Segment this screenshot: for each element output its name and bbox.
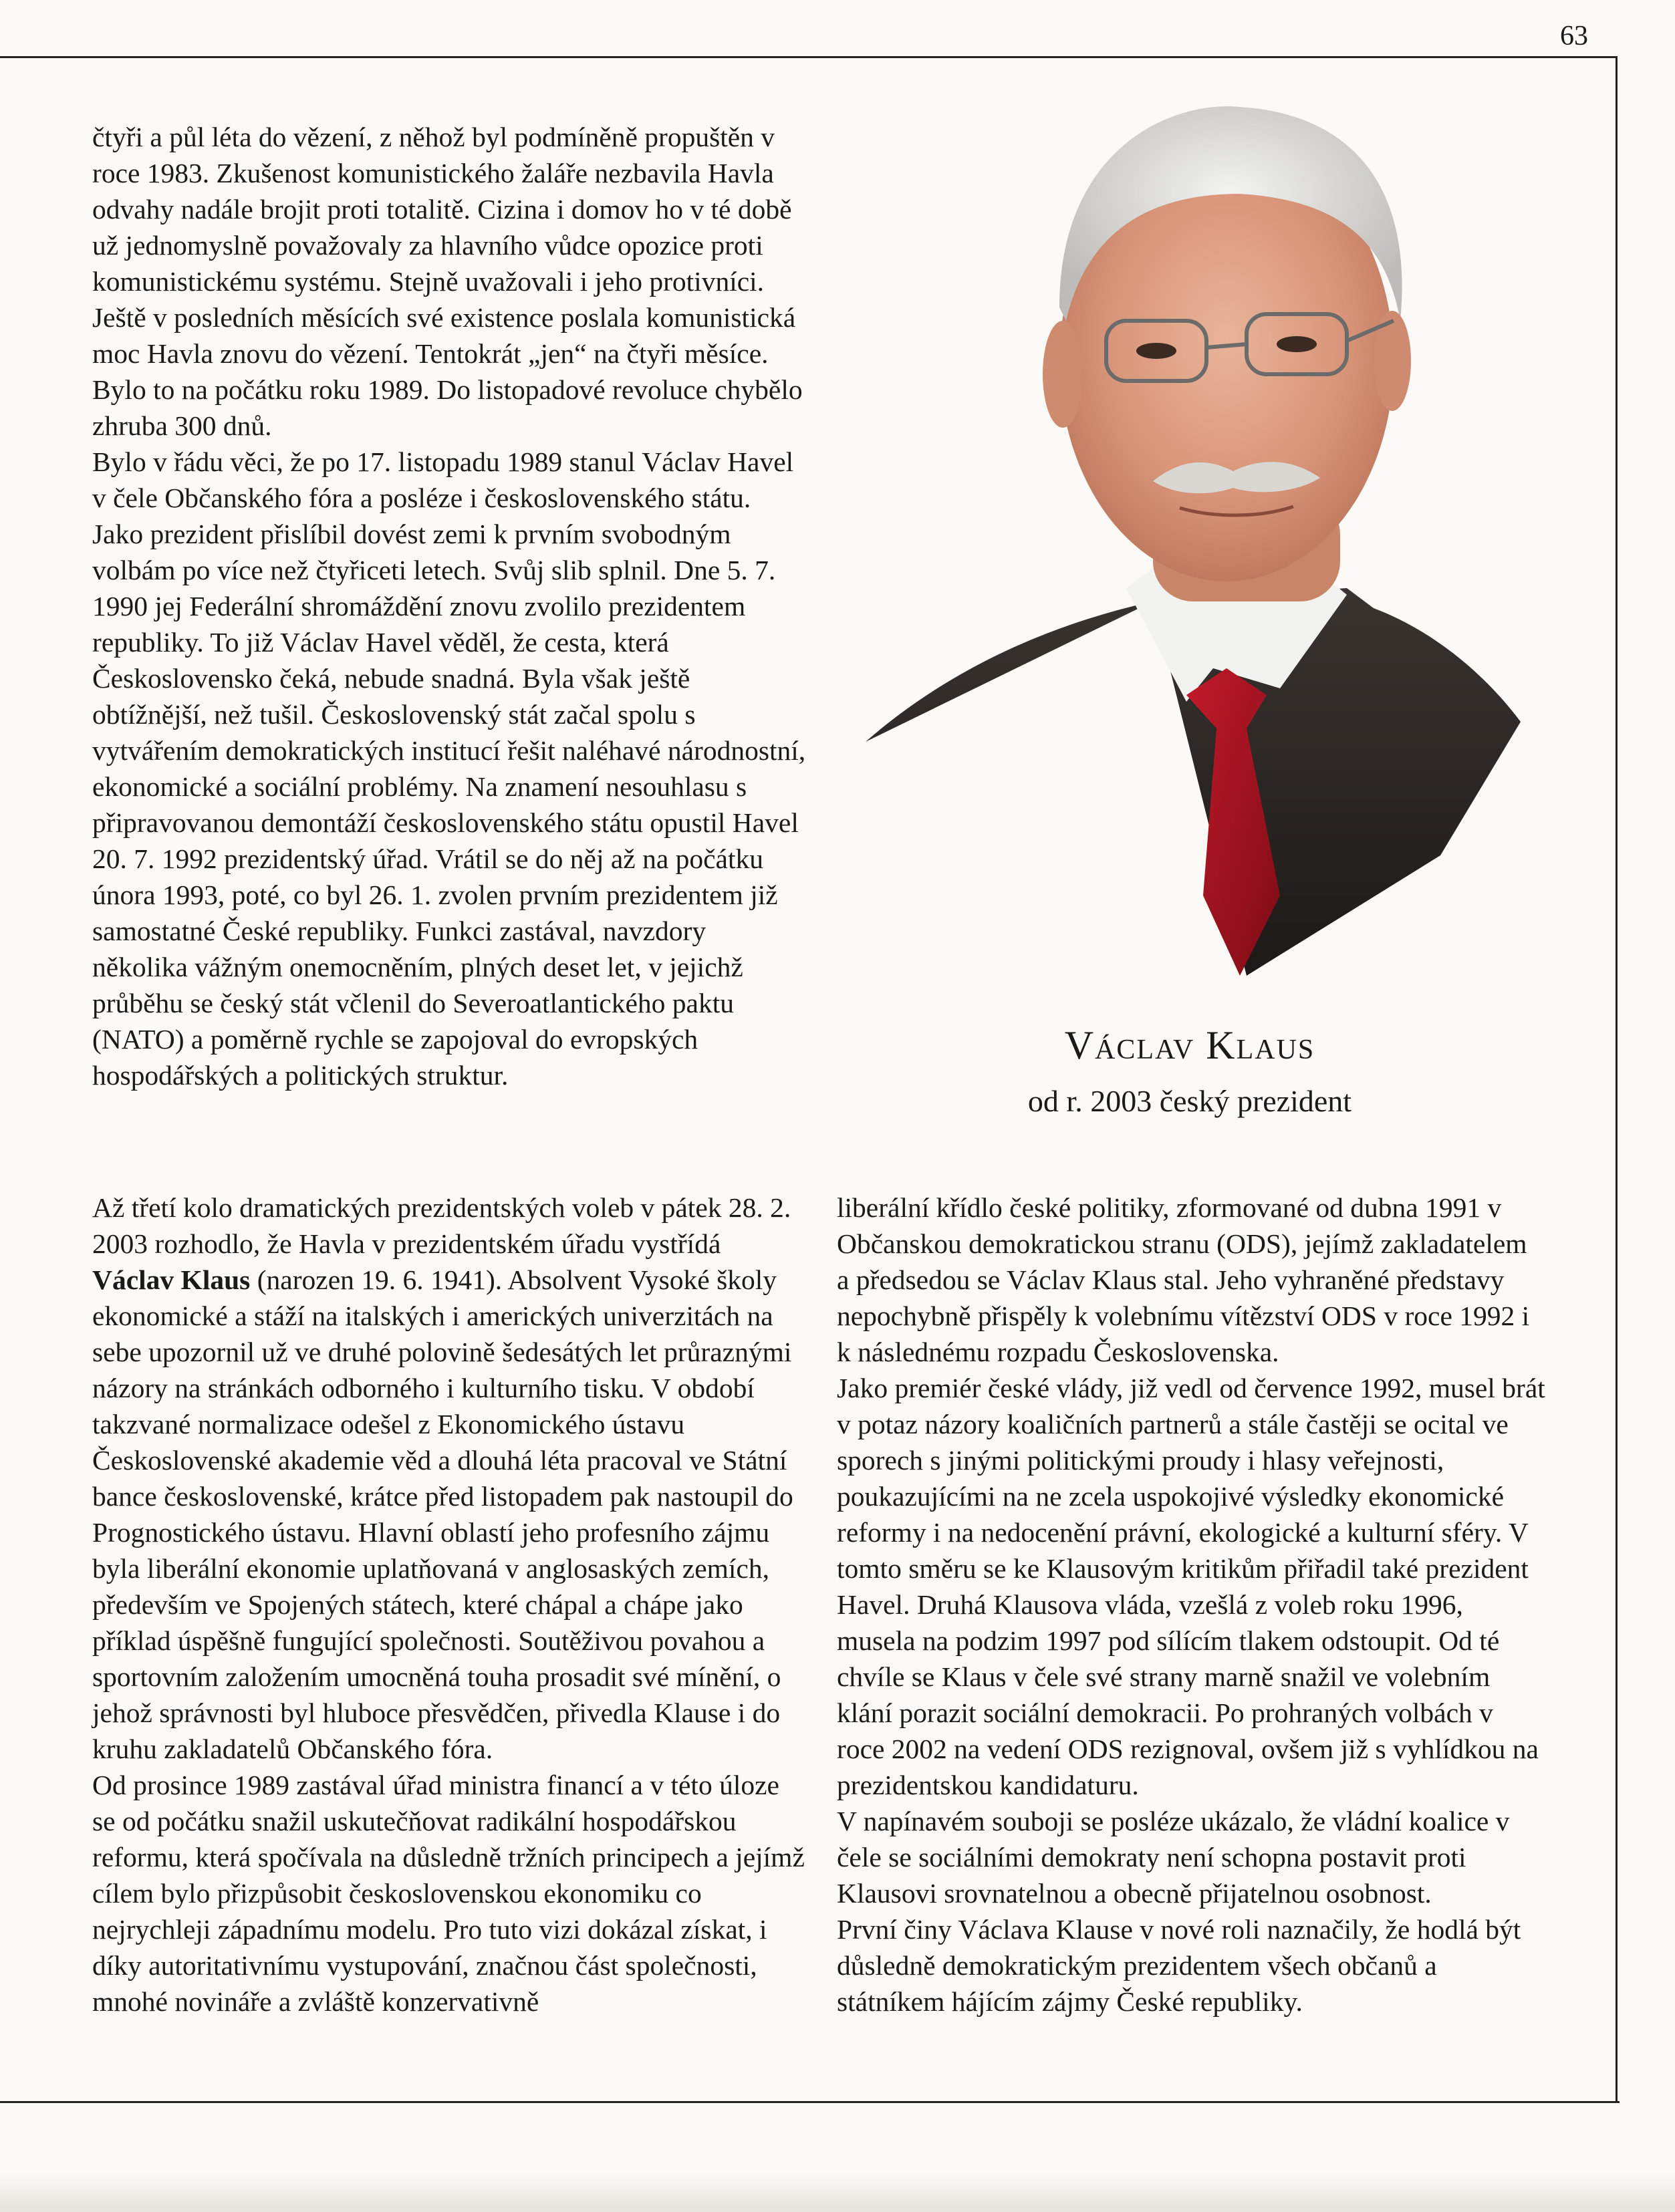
text-column-left-top (92, 119, 807, 1093)
left-ear (1043, 321, 1083, 428)
paragraph: První činy Václava Klause v nové roli naznačily, že hodlá být důsledně demokratickým prezidentem všech občanů a státníkem hájícím zájmy České republiky. (837, 1914, 1521, 2017)
right-eye (1277, 336, 1317, 352)
paragraph: čtyři a půl léta do vězení, z něhož byl podmíněně propuštěn v roce 1983. Zkušenost komunistického žaláře nezbavila Havla odvahy nadále brojit proti totalitě. Cizina i domov ho v té době už jednomyslně považovaly za hlavního vůdce opozice proti komunistickému systému. Stejně uvažovali i jeho protivníci. Ještě v posledních měsících své existence poslala komunistická moc Havla znovu do vězení. Tentokrát „jen“ na čtyři měsíce. Bylo to na počátku roku 1989. Do listopadové revoluce chybělo zhruba 300 dnů. (92, 122, 803, 441)
bottom-rule (0, 2101, 1620, 2103)
paragraph (92, 1190, 807, 1767)
paragraph: Od prosince 1989 zastával úřad ministra financí a v této úloze se od počátku snažil uskutečňovat radikální hospodářskou reformu, která spočívala na důsledně tržních principech a jejímž cílem bylo přizpůsobit československou ekonomiku co nejrychleji západnímu modelu. Pro tuto vizi dokázal získat, i díky autoritativnímu vystupování, značnou část společnosti, mnohé novináře a zvláště konzervativně (92, 1770, 805, 2017)
portrait-illustration (839, 27, 1534, 1002)
left-eye (1136, 343, 1176, 359)
name-highlight: Václav Klaus (92, 1264, 251, 1295)
portrait-caption (822, 1022, 1557, 1119)
caption-name: Václav Klaus (1064, 1023, 1315, 1067)
paragraph: liberální křídlo české politiky, zformované od dubna 1991 v Občanskou demokratickou stranu (ODS), jejímž zakladatelem a předsedou se Václav Klaus stal. Jeho vyhraněné představy nepochybně přispěly k volebnímu vítězství ODS v roce 1992 i k následnému rozpadu Československa. (837, 1192, 1530, 1367)
text-column-right-bottom (837, 1190, 1545, 2020)
text-column-left-bottom (92, 1190, 807, 2020)
frame-right-rule (1616, 56, 1618, 2101)
paragraph: Jako premiér české vlády, již vedl od července 1992, musel brát v potaz názory koaličních partnerů a stále častěji se ocital ve sporech s jinými politickými proudy i hlasy veřejnosti, poukazujícími na ne zcela uspokojivé výsledky ekonomické reformy i na nedocenění právní, ekologické a kulturní sféry. V tomto směru se ke Klausovým kritikům přiřadil také prezident Havel. Druhá Klausova vláda, vzešlá z voleb roku 1996, musela na podzim 1997 pod sílícím tlakem odstoupit. Od té chvíle se Klaus v čele své strany marně snažil ve volebním klání porazit sociální demokracii. Po prohraných volbách v roce 2002 na vedení ODS rezignoval, ovšem již s vyhlídkou na prezidentskou kandidaturu. (837, 1373, 1545, 1800)
paragraph: Bylo v řádu věci, že po 17. listopadu 1989 stanul Václav Havel v čele Občanského fóra a posléze i československého státu. Jako prezident přislíbil dovést zemi k prvním svobodným volbám po více než čtyřiceti letech. Svůj slib splnil. Dne 5. 7. 1990 jej Federální shromáždění znovu zvolilo prezidentem republiky. To již Václav Havel věděl, že cesta, která Československo čeká, nebude snadná. Byla však ještě obtížnější, než tušil. Československý stát začal spolu s vytvářením demokratických institucí řešit naléhavé národnostní, ekonomické a sociální problémy. Na znamení nesouhlasu s připravovanou demontáží československého státu opustil Havel 20. 7. 1992 prezidentský úřad. Vrátil se do něj až na počátku února 1993, poté, co byl 26. 1. zvolen prvním prezidentem již samostatné České republiky. Funkci zastával, navzdory několika vážným onemocněním, plných deset let, v jejichž průběhu se český stát včlenil do Severoatlantického paktu (NATO) a poměrně rychle se zapojoval do evropských hospodářských a politických struktur. (92, 446, 806, 1091)
page-number: 63 (1560, 21, 1588, 51)
paragraph-text: (narozen 19. 6. 1941). Absolvent Vysoké školy ekonomické a stáží na italských i amerických univerzitách na sebe upozornil už ve druhé polovině šedesátých let průraznými názory na stránkách odborného i kulturního tisku. V období takzvané normalizace odešel z Ekonomického ústavu Československé akademie věd a dlouhá léta pracoval ve Státní bance československé, krátce před listopadem pak nastoupil do Prognostického ústavu. Hlavní oblastí jeho profesního zájmu byla liberální ekonomie uplatňovaná v anglosaských zemích, především ve Spojených státech, které chápal a chápe jako příklad úspěšně fungující společnosti. Soutěživou povahou a sportovním založením umocněná touha prosadit své mínění, o jehož správnosti byl hluboce přesvědčen, přivedla Klause i do kruhu zakladatelů Občanského fóra. (92, 1264, 793, 1764)
paragraph-text: Až třetí kolo dramatických prezidentských voleb v pátek 28. 2. 2003 rozhodlo, že Havla v prezidentském úřadu vystřídá (92, 1192, 791, 1259)
paragraph: V napínavém souboji se posléze ukázalo, že vládní koalice v čele se sociálními demokraty není schopna postavit proti Klausovi srovnatelnou a obecně přijatelnou osobnost. (837, 1806, 1510, 1909)
page-edge-shadow (0, 2172, 1675, 2212)
caption-subtitle: od r. 2003 český prezident (1027, 1084, 1352, 1118)
